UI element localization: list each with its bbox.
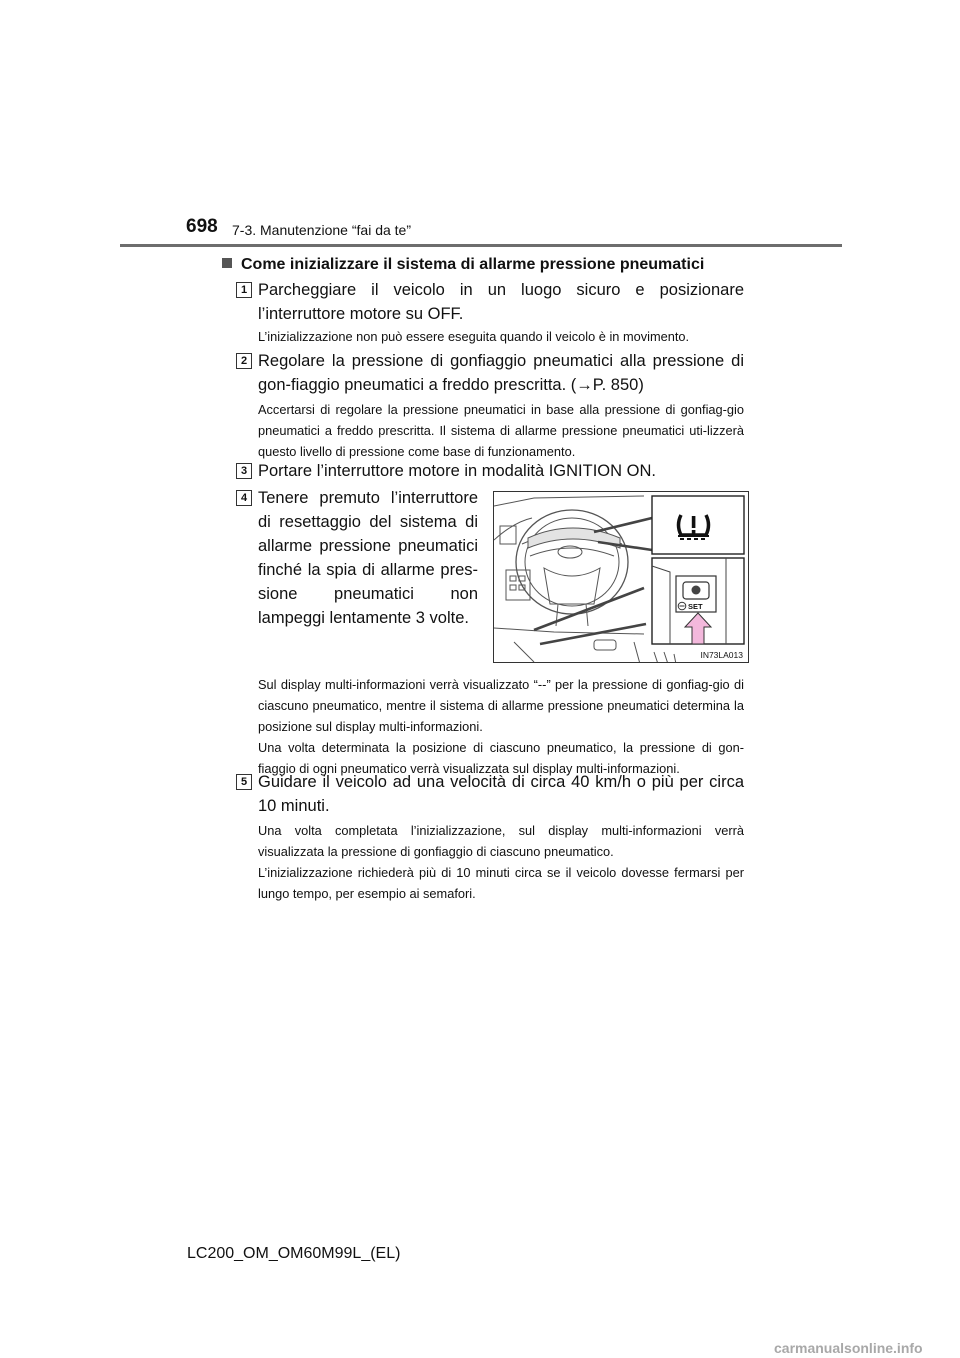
note-paragraph: L’inizializzazione non può essere eseguita quando il veicolo è in movimento. <box>258 329 690 344</box>
step-4-number: 4 <box>236 490 252 506</box>
step-3-number: 3 <box>236 463 252 479</box>
step-4-note <box>258 674 744 779</box>
set-label: SET <box>688 602 703 611</box>
watermark: carmanualsonline.info <box>774 1340 923 1356</box>
section-heading-text: Come inizializzare il sistema di allarme pressione pneumatici <box>241 256 705 273</box>
header-divider <box>120 244 842 247</box>
model-code: LC200_OM_OM60M99L_(EL) <box>187 1245 401 1262</box>
tpms-reset-illustration <box>493 491 749 663</box>
page-number: 698 <box>186 216 218 237</box>
figure-code: IN73LA013 <box>700 650 743 660</box>
note-paragraph: L’inizializzazione richiederà più di 10 minuti circa se il veicolo dovesse fermarsi per lungo tempo, per esempio ai semafori. <box>258 865 744 901</box>
section-title: 7-3. Manutenzione “fai da te” <box>232 222 411 238</box>
step-1-text: Parcheggiare il veicolo in un luogo sicuro e posizionare l’interruttore motore su OFF. <box>258 281 744 323</box>
step-5-number: 5 <box>236 774 252 790</box>
note-paragraph: Accertarsi di regolare la pressione pneumatici in base alla pressione di gonfiag-gio pneumatici a freddo prescritta. Il sistema di allarme pressione pneumatici uti-lizzerà questo livello di pressione come base di funzionamento. <box>258 402 744 459</box>
step-5-text: Guidare il veicolo ad una velocità di circa 40 km/h o più per circa 10 minuti. <box>258 773 744 815</box>
note-paragraph: Una volta determinata la posizione di ciascuno pneumatico, la pressione di gon-fiaggio di ogni pneumatico verrà visualizzata sul display multi-informazioni. <box>258 740 744 776</box>
section-heading <box>222 256 704 274</box>
step-5-note <box>258 820 744 904</box>
square-bullet-icon <box>222 258 232 268</box>
note-paragraph: Una volta completata l’inizializzazione, sul display multi-informazioni verrà visualizzata la pressione di gonfiaggio di ciascuno pneumatico. <box>258 823 744 859</box>
step-1-note <box>258 326 744 347</box>
step-4-text: Tenere premuto l’interruttore di resettaggio del sistema di allarme pressione pneumatici finché la spia di allarme pres-sione pneumatici non lampeggi lentamente 3 volte. <box>258 489 478 627</box>
step-2-note <box>258 399 744 462</box>
step-2-text: Regolare la pressione di gonfiaggio pneumatici alla pressione di gon-fiaggio pneumatici a freddo prescritta. (→P. 850) <box>258 352 744 394</box>
note-paragraph: Sul display multi-informazioni verrà visualizzato “--” per la pressione di gonfiag-gio di ciascuno pneumatico, mentre il sistema di allarme pressione pneumatici determina la posizione sul display multi-informazioni. <box>258 677 744 734</box>
step-1-number: 1 <box>236 282 252 298</box>
step-3-text: Portare l’interruttore motore in modalità IGNITION ON. <box>258 462 656 480</box>
dashboard-drawing <box>494 492 749 663</box>
step-2-number: 2 <box>236 353 252 369</box>
